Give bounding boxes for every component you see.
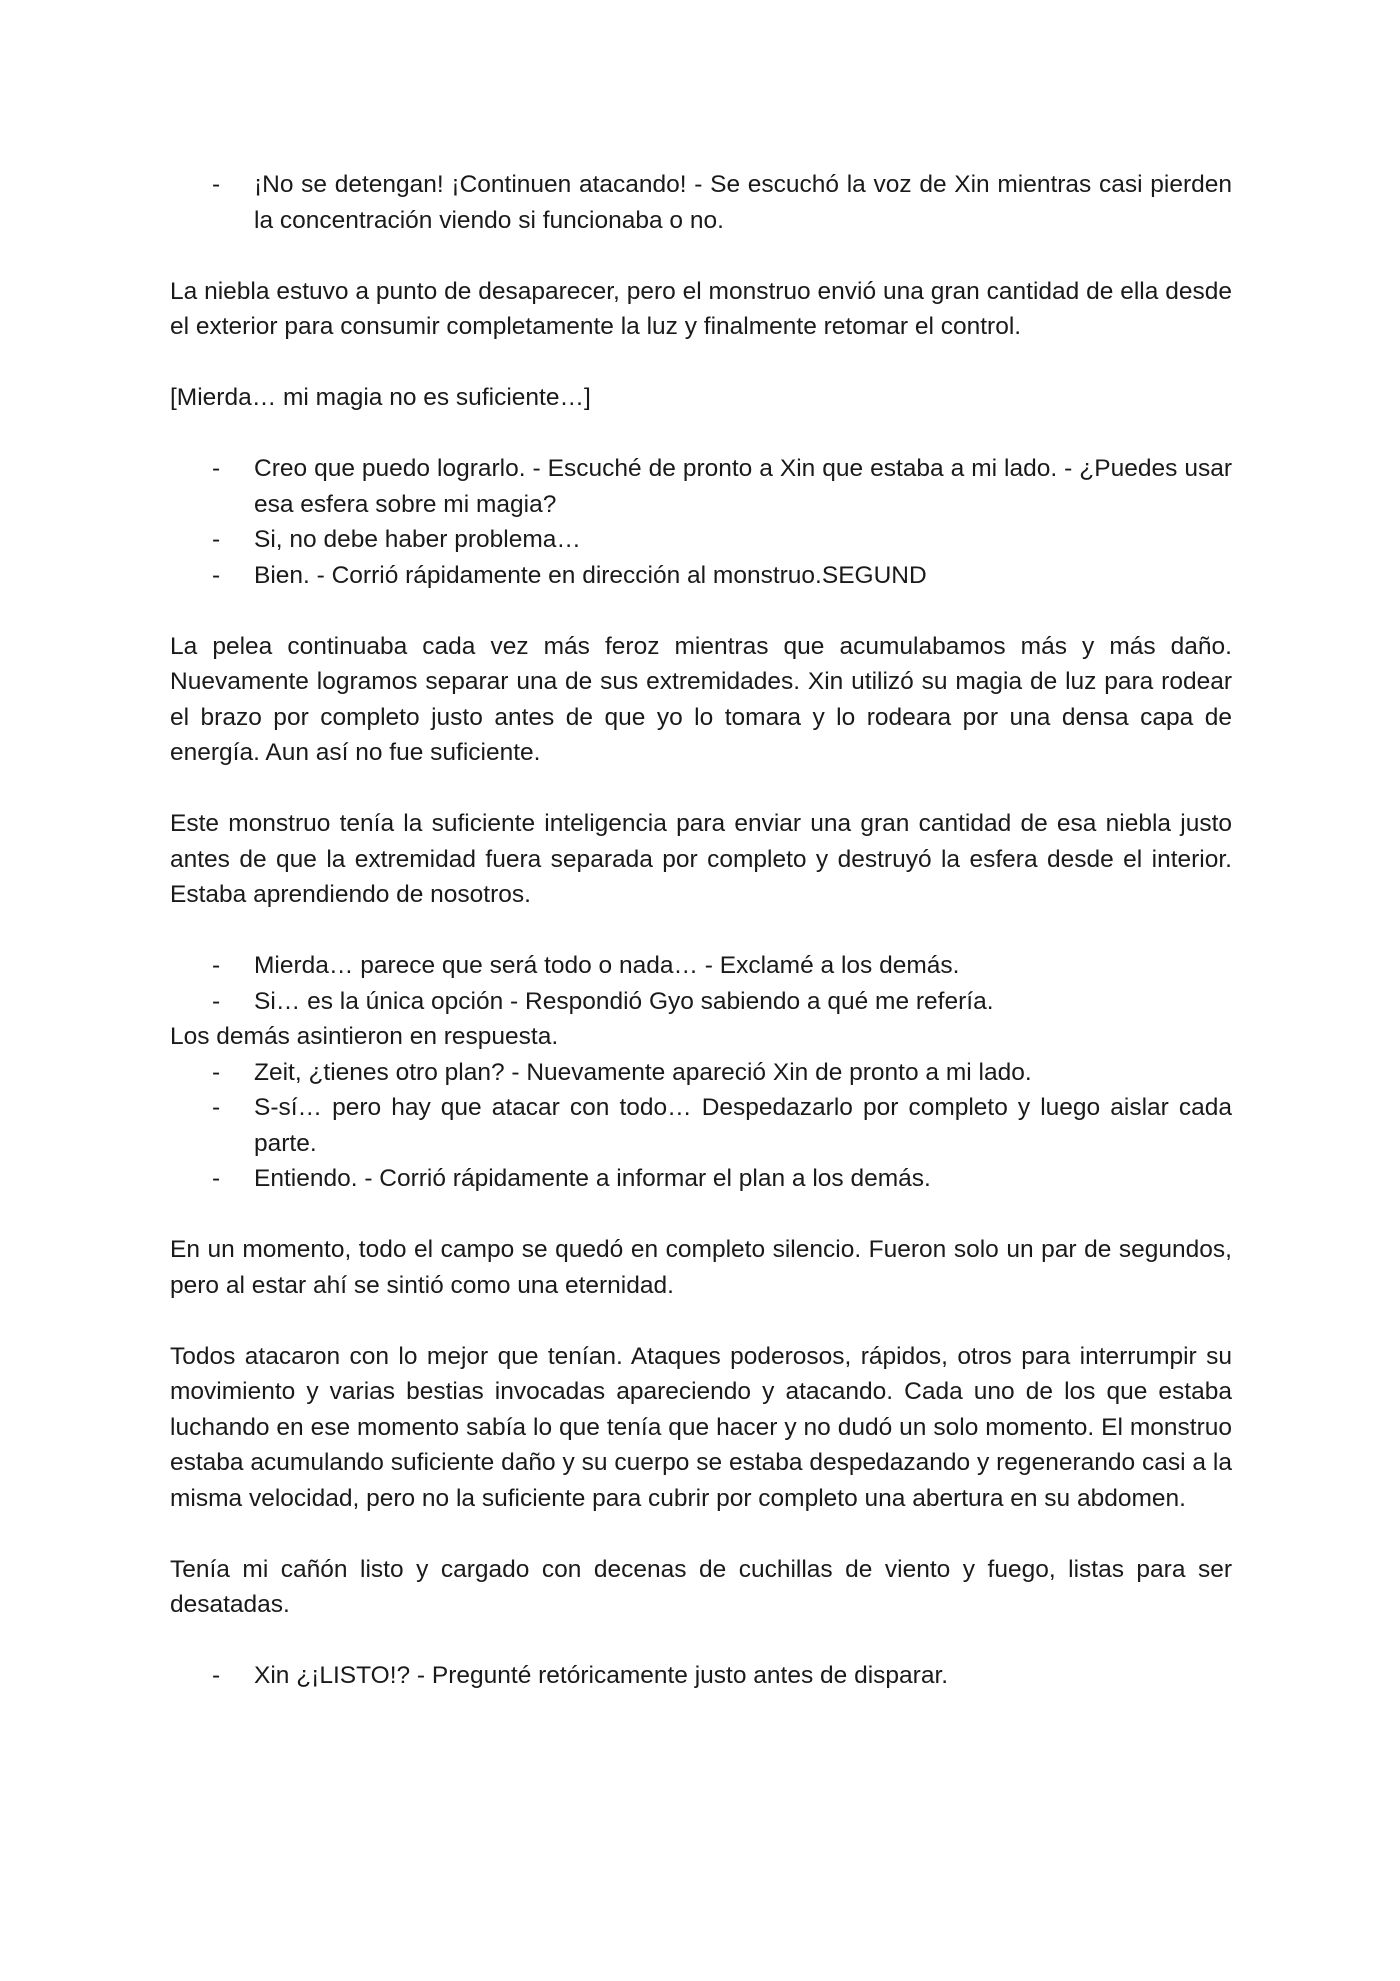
- dialogue-line: [170, 167, 1232, 238]
- dash-marker: -: [212, 526, 221, 553]
- dialogue-list: [170, 451, 1232, 593]
- dialogue-text: Entiendo. - Corrió rápidamente a informar el plan a los demás.: [254, 1165, 931, 1192]
- dash-marker: -: [212, 1165, 221, 1192]
- paragraph: Los demás asintieron en respuesta.: [170, 1023, 559, 1050]
- dialogue-line: [170, 948, 1232, 984]
- paragraph: La pelea continuaba cada vez más feroz mientras que acumulabamos más y más daño. Nuevamente logramos separar una de sus extremidades. Xin utilizó su magia de luz para rodear el brazo por completo justo antes de que yo lo tomara y lo rodeara por una densa capa de energía. Aun así no fue suficiente.: [170, 632, 1232, 766]
- dialogue-text: Si… es la única opción - Respondió Gyo sabiendo a qué me refería.: [254, 987, 994, 1015]
- dialogue-list: [170, 1055, 1232, 1197]
- dialogue-list: [170, 167, 1232, 238]
- thought-paragraph: [Mierda… mi magia no es suficiente…]: [170, 384, 591, 411]
- dash-marker: -: [212, 987, 221, 1015]
- dialogue-text: Xin ¿¡LISTO!? - Pregunté retóricamente justo antes de disparar.: [254, 1662, 949, 1689]
- dialogue-line: [170, 558, 1232, 594]
- paragraph: Todos atacaron con lo mejor que tenían. Ataques poderosos, rápidos, otros para interrumpir su movimiento y varias bestias invocadas apareciendo y atacando. Cada uno de los que estaba luchando en ese momento sabía lo que tenía que hacer y no dudó un solo momento. El monstruo estaba acumulando suficiente daño y su cuerpo se estaba despedazando y regenerando casi a la misma velocidad, pero no la suficiente para cubrir por completo una abertura en su abdomen.: [170, 1342, 1232, 1512]
- dialogue-text: Zeit, ¿tienes otro plan? - Nuevamente apareció Xin de pronto a mi lado.: [254, 1058, 1032, 1086]
- document-body: [170, 167, 1232, 1694]
- dash-marker: -: [212, 1094, 221, 1121]
- dialogue-line: [170, 1090, 1232, 1161]
- dialogue-line: [170, 1161, 1232, 1197]
- dialogue-line: [170, 451, 1232, 522]
- paragraph: La niebla estuvo a punto de desaparecer, pero el monstruo envió una gran cantidad de ella desde el exterior para consumir completamente la luz y finalmente retomar el control.: [170, 277, 1232, 340]
- dialogue-text: Bien. - Corrió rápidamente en dirección al monstruo.SEGUND: [254, 561, 927, 589]
- dash-marker: -: [212, 1662, 221, 1689]
- dialogue-list: [170, 1658, 1232, 1694]
- dialogue-list: [170, 948, 1232, 1019]
- dialogue-text: Si, no debe haber problema…: [254, 526, 581, 553]
- paragraph: Este monstruo tenía la suficiente inteligencia para enviar una gran cantidad de esa niebla justo antes de que la extremidad fuera separada por completo y destruyó la esfera desde el interior. Estaba aprendiendo de nosotros.: [170, 810, 1232, 908]
- dialogue-text: S-sí… pero hay que atacar con todo… Despedazarlo por completo y luego aislar cada parte.: [254, 1094, 1232, 1157]
- paragraph: Tenía mi cañón listo y cargado con decenas de cuchillas de viento y fuego, listas para ser desatadas.: [170, 1555, 1232, 1618]
- dialogue-text: Creo que puedo lograrlo. - Escuché de pronto a Xin que estaba a mi lado. - ¿Puedes usar esa esfera sobre mi magia?: [254, 455, 1232, 518]
- dialogue-text: Mierda… parece que será todo o nada… - Exclamé a los demás.: [254, 952, 960, 979]
- dialogue-line: [170, 1658, 1232, 1694]
- dash-marker: -: [212, 561, 221, 589]
- dash-marker: -: [212, 1058, 221, 1086]
- dash-marker: -: [212, 455, 221, 482]
- dash-marker: -: [212, 952, 221, 979]
- dialogue-line: [170, 522, 1232, 558]
- dash-marker: -: [212, 171, 221, 198]
- dialogue-text: ¡No se detengan! ¡Continuen atacando! - Se escuchó la voz de Xin mientras casi pierden la concentración viendo si funcionaba o no.: [254, 171, 1232, 234]
- dialogue-line: [170, 1055, 1232, 1091]
- paragraph: En un momento, todo el campo se quedó en completo silencio. Fueron solo un par de segundos, pero al estar ahí se sintió como una eternidad.: [170, 1236, 1232, 1299]
- dialogue-line: [170, 984, 1232, 1020]
